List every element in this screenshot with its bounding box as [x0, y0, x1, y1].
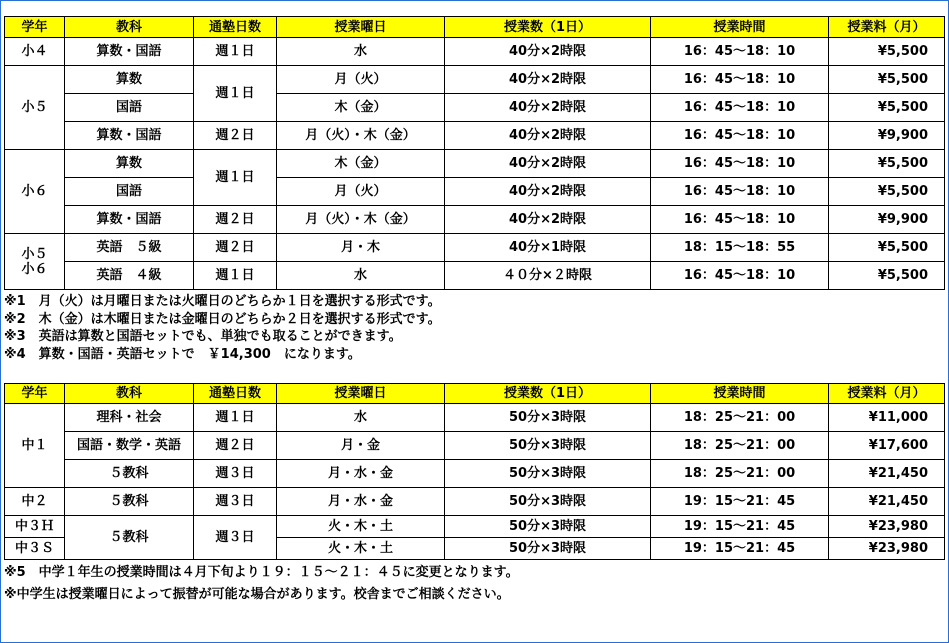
- days-cell: 週１日: [194, 66, 277, 122]
- subject-cell: 算数・国語: [65, 122, 194, 150]
- header-days: 通塾日数: [194, 17, 277, 38]
- grade-cell: 小４: [5, 38, 65, 66]
- time-cell: 18：25～21：00: [651, 404, 829, 432]
- fee-cell: ¥23,980: [829, 516, 945, 538]
- lessons-cell: 50分×3時限: [445, 516, 651, 538]
- table-row: [5, 122, 945, 150]
- note-line: ※5 中学１年生の授業時間は４月下旬より１９：１５～２１：４５に変更となります。: [4, 565, 519, 580]
- weekday-cell: 木（金）: [277, 94, 445, 122]
- grade-cell: 中２: [5, 488, 65, 516]
- time-cell: 16：45～18：10: [651, 206, 829, 234]
- time-cell: 19：15～21：45: [651, 488, 829, 516]
- lessons-cell: 50分×3時限: [445, 488, 651, 516]
- weekday-cell: 火・木・土: [277, 538, 445, 560]
- fee-cell: ¥9,900: [829, 206, 945, 234]
- fee-cell: ¥5,500: [829, 94, 945, 122]
- subject-cell: 国語・数学・英語: [65, 432, 194, 460]
- note-line: ※4 算数・国語・英語セットで ￥14,300 になります。: [4, 346, 361, 362]
- weekday-cell: 月・金: [277, 432, 445, 460]
- subject-cell: 英語 ５級: [65, 234, 194, 262]
- table-row: [5, 488, 945, 516]
- time-cell: 18：25～21：00: [651, 432, 829, 460]
- fee-cell: ¥5,500: [829, 234, 945, 262]
- time-cell: 16：45～18：10: [651, 94, 829, 122]
- table-row: [5, 206, 945, 234]
- fee-cell: ¥5,500: [829, 262, 945, 290]
- time-cell: 16：45～18：10: [651, 38, 829, 66]
- time-cell: 16：45～18：10: [651, 150, 829, 178]
- subject-cell: ５教科: [65, 516, 194, 560]
- subject-cell: ５教科: [65, 460, 194, 488]
- weekday-cell: 月・水・金: [277, 460, 445, 488]
- header-time: 授業時間: [651, 17, 829, 38]
- time-cell: 16：45～18：10: [651, 178, 829, 206]
- grade-cell: [5, 234, 65, 290]
- lessons-cell: 50分×3時限: [445, 404, 651, 432]
- table-row: [5, 38, 945, 66]
- subject-cell: ５教科: [65, 488, 194, 516]
- fee-cell: ¥21,450: [829, 460, 945, 488]
- time-cell: 18：25～21：00: [651, 460, 829, 488]
- subject-cell: 算数: [65, 66, 194, 94]
- subject-cell: 算数・国語: [65, 206, 194, 234]
- fee-cell: ¥21,450: [829, 488, 945, 516]
- note-line: ※中学生は授業曜日によって振替が可能な場合があります。校舎までご相談ください。: [4, 587, 510, 602]
- table-row: [5, 404, 945, 432]
- fee-cell: ¥11,000: [829, 404, 945, 432]
- subject-cell: 算数・国語: [65, 38, 194, 66]
- table-row: [5, 516, 945, 538]
- weekday-cell: 水: [277, 262, 445, 290]
- table-row: [5, 178, 945, 206]
- days-cell: 週２日: [194, 234, 277, 262]
- weekday-cell: 水: [277, 404, 445, 432]
- days-cell: 週３日: [194, 516, 277, 560]
- time-cell: 16：45～18：10: [651, 262, 829, 290]
- header-lessons: 授業数（1日）: [445, 17, 651, 38]
- header-fee: 授業料（月）: [829, 17, 945, 38]
- lessons-cell: 40分×1時限: [445, 234, 651, 262]
- days-cell: 週１日: [194, 150, 277, 206]
- days-cell: 週２日: [194, 432, 277, 460]
- weekday-cell: 月・水・金: [277, 488, 445, 516]
- lessons-cell: 50分×3時限: [445, 432, 651, 460]
- elementary-fee-table: [4, 16, 945, 290]
- header-lessons: 授業数（1日）: [445, 384, 651, 404]
- days-cell: 週１日: [194, 38, 277, 66]
- grade-label: 小６: [21, 261, 48, 277]
- elementary-header-row: [5, 17, 945, 38]
- days-cell: 週１日: [194, 262, 277, 290]
- fee-cell: ¥5,500: [829, 38, 945, 66]
- weekday-cell: 月・木: [277, 234, 445, 262]
- lessons-cell: 50分×3時限: [445, 538, 651, 560]
- grade-cell: 中３Ｓ: [5, 538, 65, 560]
- lessons-cell: 40分×2時限: [445, 206, 651, 234]
- lessons-cell: 40分×2時限: [445, 178, 651, 206]
- fee-cell: ¥9,900: [829, 122, 945, 150]
- weekday-cell: 月（火）: [277, 178, 445, 206]
- days-cell: 週１日: [194, 404, 277, 432]
- weekday-cell: 月（火）: [277, 66, 445, 94]
- weekday-cell: 月（火）・木（金）: [277, 122, 445, 150]
- fee-cell: ¥5,500: [829, 66, 945, 94]
- subject-cell: 算数: [65, 150, 194, 178]
- header-weekday: 授業曜日: [277, 17, 445, 38]
- junior-notes: [4, 560, 944, 606]
- elementary-notes: [4, 290, 944, 363]
- junior-header-row: [5, 384, 945, 404]
- note-line: ※1 月（火）は月曜日または火曜日のどちらか１日を選択する形式です。: [4, 294, 441, 309]
- header-grade: 学年: [5, 384, 65, 404]
- header-weekday: 授業曜日: [277, 384, 445, 404]
- lessons-cell: ４０分×２時限: [445, 262, 651, 290]
- subject-cell: 国語: [65, 178, 194, 206]
- table-row: [5, 432, 945, 460]
- grade-label: 小５: [21, 246, 48, 262]
- lessons-cell: 40分×2時限: [445, 94, 651, 122]
- header-time: 授業時間: [651, 384, 829, 404]
- table-row: [5, 262, 945, 290]
- header-subject: 教科: [65, 17, 194, 38]
- days-cell: 週２日: [194, 122, 277, 150]
- grade-cell: 中３Ｈ: [5, 516, 65, 538]
- fee-cell: ¥17,600: [829, 432, 945, 460]
- header-fee: 授業料（月）: [829, 384, 945, 404]
- table-row: [5, 94, 945, 122]
- header-days: 通塾日数: [194, 384, 277, 404]
- fee-cell: ¥5,500: [829, 150, 945, 178]
- weekday-cell: 木（金）: [277, 150, 445, 178]
- days-cell: 週３日: [194, 460, 277, 488]
- note-line: ※2 木（金）は木曜日または金曜日のどちらか２日を選択する形式です。: [4, 311, 441, 327]
- schedule-sheet: [4, 16, 944, 606]
- table-row: [5, 66, 945, 94]
- grade-cell: 中１: [5, 404, 65, 488]
- time-cell: 16：45～18：10: [651, 66, 829, 94]
- lessons-cell: 40分×2時限: [445, 66, 651, 94]
- lessons-cell: 40分×2時限: [445, 122, 651, 150]
- header-grade: 学年: [5, 17, 65, 38]
- header-subject: 教科: [65, 384, 194, 404]
- fee-cell: ¥5,500: [829, 178, 945, 206]
- subject-cell: 理科・社会: [65, 404, 194, 432]
- lessons-cell: 40分×2時限: [445, 150, 651, 178]
- days-cell: 週２日: [194, 206, 277, 234]
- table-row: [5, 234, 945, 262]
- days-cell: 週３日: [194, 488, 277, 516]
- grade-cell: 小６: [5, 150, 65, 234]
- note-line: ※3 英語は算数と国語セットでも、単独でも取ることができます。: [4, 329, 402, 344]
- time-cell: 16：45～18：10: [651, 122, 829, 150]
- subject-cell: 国語: [65, 94, 194, 122]
- weekday-cell: 月（火）・木（金）: [277, 206, 445, 234]
- time-cell: 19：15～21：45: [651, 538, 829, 560]
- lessons-cell: 40分×2時限: [445, 38, 651, 66]
- weekday-cell: 火・木・土: [277, 516, 445, 538]
- time-cell: 18：15～18：55: [651, 234, 829, 262]
- fee-cell: ¥23,980: [829, 538, 945, 560]
- weekday-cell: 水: [277, 38, 445, 66]
- time-cell: 19：15～21：45: [651, 516, 829, 538]
- lessons-cell: 50分×3時限: [445, 460, 651, 488]
- grade-cell: 小５: [5, 66, 65, 150]
- subject-cell: 英語 ４級: [65, 262, 194, 290]
- junior-fee-table: [4, 383, 945, 560]
- table-row: [5, 150, 945, 178]
- table-row: [5, 460, 945, 488]
